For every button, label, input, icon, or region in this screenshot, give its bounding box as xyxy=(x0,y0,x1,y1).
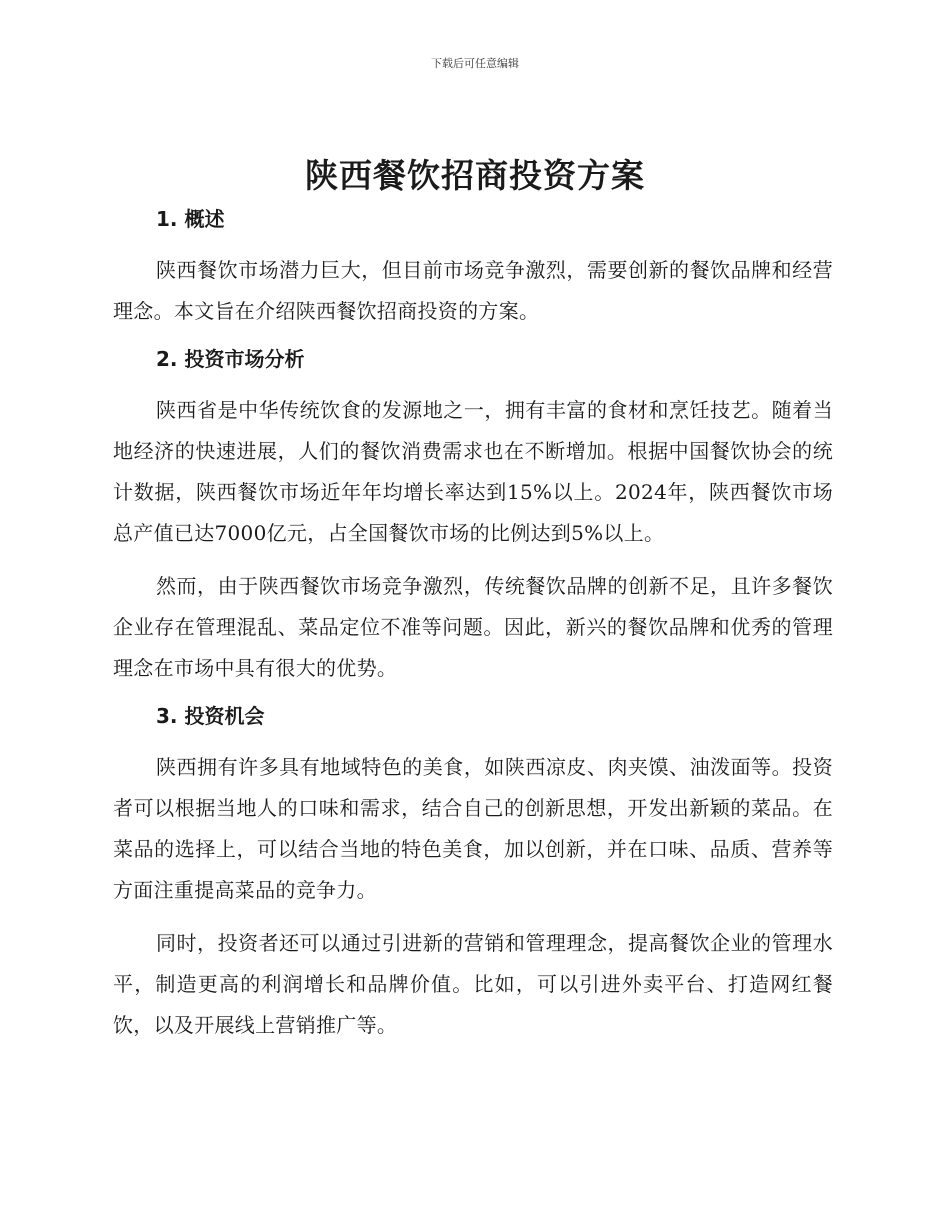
section-overview xyxy=(113,204,833,332)
page-title: 陕西餐饮招商投资方案 xyxy=(305,156,645,195)
paragraph: 然而，由于陕西餐饮市场竞争激烈，传统餐饮品牌的创新不足，且许多餐饮企业存在管理混乱、菜品定位不准等问题。因此，新兴的餐饮品牌和优秀的管理理念在市场中具有很大的优势。 xyxy=(113,574,833,680)
section-market-analysis xyxy=(113,344,833,689)
paragraph: 同时，投资者还可以通过引进新的营销和管理理念，提高餐饮企业的管理水平，制造更高的利润增长和品牌价值。比如，可以引进外卖平台、打造网红餐饮，以及开展线上营销推广等。 xyxy=(113,931,833,1037)
header-note: 下载后可任意编辑 xyxy=(431,57,519,70)
document-body xyxy=(113,204,833,1058)
section-heading: 1. 概述 xyxy=(156,207,225,231)
paragraph: 陕西餐饮市场潜力巨大，但目前市场竞争激烈，需要创新的餐饮品牌和经营理念。本文旨在介绍陕西餐饮招商投资的方案。 xyxy=(113,258,833,323)
section-investment-opportunity xyxy=(113,701,833,1046)
paragraph: 陕西拥有许多具有地域特色的美食，如陕西凉皮、肉夹馍、油泼面等。投资者可以根据当地人的口味和需求，结合自己的创新思想，开发出新颖的菜品。在菜品的选择上，可以结合当地的特色美食，加以创新，并在口味、品质、营养等方面注重提高菜品的竞争力。 xyxy=(113,755,833,902)
section-heading: 2. 投资市场分析 xyxy=(156,347,305,371)
paragraph: 陕西省是中华传统饮食的发源地之一，拥有丰富的食材和烹饪技艺。随着当地经济的快速进展，人们的餐饮消费需求也在不断增加。根据中国餐饮协会的统计数据，陕西餐饮市场近年年均增长率达到15%以上。2024年，陕西餐饮市场总产值已达7000亿元，占全国餐饮市场的比例达到5%以上。 xyxy=(113,398,833,545)
section-heading: 3. 投资机会 xyxy=(156,704,265,728)
